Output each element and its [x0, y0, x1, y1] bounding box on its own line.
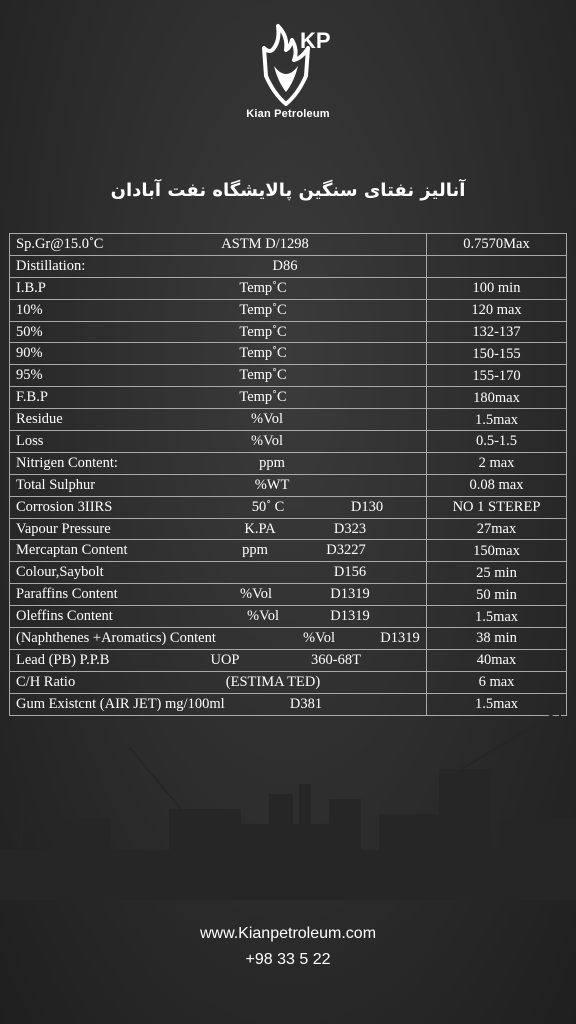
table-row — [10, 496, 567, 518]
unit-method: %Vol — [251, 411, 283, 428]
table-row — [10, 518, 567, 540]
spec-value: 150max — [427, 540, 567, 562]
row-spec-cell — [10, 255, 427, 277]
unit-method: %Vol — [240, 586, 272, 603]
unit-method: 50˚ C — [251, 498, 285, 515]
spec-value: 0.5-1.5 — [427, 431, 567, 453]
row-spec-cell — [10, 474, 427, 496]
page-title: آنالیز نفتای سنگین پالایشگاه نفت آبادان — [110, 180, 466, 201]
unit-method: Temp˚C — [239, 279, 287, 296]
parameter-name: 10% — [16, 301, 43, 318]
table-row — [10, 234, 567, 256]
parameter-name: Lead (PB) P.P.B — [16, 651, 110, 668]
row-spec-cell — [10, 299, 427, 321]
row-spec-cell — [10, 409, 427, 431]
row-spec-cell — [10, 628, 427, 650]
logo-initials: KP — [300, 28, 331, 53]
table-row — [10, 671, 567, 693]
parameter-name: 50% — [16, 323, 43, 340]
table-row — [10, 474, 567, 496]
row-spec-cell — [10, 496, 427, 518]
row-spec-cell — [10, 452, 427, 474]
table-row — [10, 649, 567, 671]
test-method: 360-68T — [311, 651, 361, 668]
row-spec-cell — [10, 584, 427, 606]
test-method: D1319 — [330, 586, 370, 603]
unit-method: ppm — [242, 542, 268, 559]
test-method: D1319 — [380, 630, 420, 647]
spec-value: 25 min — [427, 562, 567, 584]
test-method: D130 — [350, 498, 384, 515]
spec-value: 27max — [427, 518, 567, 540]
parameter-name: Vapour Pressure — [16, 520, 111, 537]
parameter-name: Colour,Saybolt — [16, 564, 104, 581]
unit-method: ppm — [259, 454, 285, 471]
row-spec-cell — [10, 671, 427, 693]
spec-value: 38 min — [427, 628, 567, 650]
row-spec-cell — [10, 277, 427, 299]
table-row — [10, 452, 567, 474]
table-row — [10, 540, 567, 562]
spec-value: 2 max — [427, 452, 567, 474]
table-row — [10, 365, 567, 387]
test-method: D1319 — [330, 608, 370, 625]
table-row — [10, 277, 567, 299]
table-row — [10, 387, 567, 409]
table-row — [10, 409, 567, 431]
parameter-name: Nitrigen Content: — [16, 454, 118, 471]
row-spec-cell — [10, 562, 427, 584]
spec-value: 0.7570Max — [427, 234, 567, 256]
spec-value: 1.5max — [427, 606, 567, 628]
spec-value: 100 min — [427, 277, 567, 299]
unit-method: %Vol — [247, 608, 279, 625]
spec-value: 155-170 — [427, 365, 567, 387]
row-spec-cell — [10, 365, 427, 387]
unit-method: %WT — [254, 476, 290, 493]
row-spec-cell — [10, 431, 427, 453]
analysis-table — [9, 233, 567, 716]
parameter-name: 90% — [16, 345, 43, 362]
parameter-name: C/H Ratio — [16, 673, 76, 690]
row-spec-cell — [10, 321, 427, 343]
test-method: D323 — [333, 520, 367, 537]
parameter-name: Loss — [16, 433, 44, 450]
unit-method: D381 — [289, 695, 323, 712]
unit-method: UOP — [210, 651, 240, 668]
row-spec-cell — [10, 234, 427, 256]
test-method: D3227 — [326, 542, 366, 559]
row-spec-cell — [10, 540, 427, 562]
parameter-name: Mercaptan Content — [16, 542, 128, 559]
unit-method: Temp˚C — [239, 367, 287, 384]
table-row — [10, 584, 567, 606]
table-row — [10, 299, 567, 321]
parameter-name: Paraffins Content — [16, 586, 118, 603]
unit-method: Temp˚C — [239, 389, 287, 406]
spec-value: 1.5max — [427, 693, 567, 715]
table-row — [10, 562, 567, 584]
row-spec-cell — [10, 387, 427, 409]
parameter-name: (Naphthenes +Aromatics) Content — [16, 630, 216, 647]
unit-method: Temp˚C — [239, 345, 287, 362]
parameter-name: Oleffins Content — [16, 608, 113, 625]
unit-method: (ESTIMA TED) — [225, 673, 321, 690]
parameter-name: Residue — [16, 411, 63, 428]
parameter-name: Corrosion 3IIRS — [16, 498, 113, 515]
spec-value: 180max — [427, 387, 567, 409]
table-row — [10, 343, 567, 365]
spec-value: 150-155 — [427, 343, 567, 365]
spec-value: 50 min — [427, 584, 567, 606]
parameter-name: Total Sulphur — [16, 476, 96, 493]
table-row — [10, 628, 567, 650]
parameter-name: Sp.Gr@15.0˚C — [16, 236, 104, 252]
unit-method: ASTM D/1298 — [221, 236, 309, 252]
test-method: D156 — [333, 564, 367, 581]
parameter-name: F.B.P — [16, 389, 48, 406]
table-row — [10, 431, 567, 453]
kp-shield-flame-icon — [238, 18, 338, 108]
spec-value: 132-137 — [427, 321, 567, 343]
table-row — [10, 606, 567, 628]
oil-platform-skyline-icon — [0, 700, 576, 900]
parameter-name: Distillation: — [16, 257, 86, 274]
parameter-name: I.B.P — [16, 279, 46, 296]
table-row — [10, 255, 567, 277]
website-text: www.Kianpetroleum.com — [199, 925, 377, 942]
spec-value — [427, 255, 567, 277]
brand-name: Kian Petroleum — [246, 108, 330, 120]
unit-method: Temp˚C — [239, 323, 287, 340]
parameter-name: 95% — [16, 367, 43, 384]
phone-text: +98 33 5 22 — [245, 951, 331, 968]
spec-value: 0.08 max — [427, 474, 567, 496]
parameter-name: Gum Existcnt (AIR JET) mg/100ml — [16, 695, 225, 712]
unit-method: K.PA — [244, 520, 276, 537]
row-spec-cell — [10, 606, 427, 628]
spec-value: 6 max — [427, 671, 567, 693]
table-row — [10, 321, 567, 343]
row-spec-cell — [10, 518, 427, 540]
unit-method: Temp˚C — [239, 301, 287, 318]
spec-value: 40max — [427, 649, 567, 671]
spec-value: NO 1 STEREP — [427, 496, 567, 518]
row-spec-cell — [10, 343, 427, 365]
unit-method: %Vol — [251, 433, 283, 450]
spec-value: 120 max — [427, 299, 567, 321]
logo — [0, 18, 576, 108]
row-spec-cell — [10, 649, 427, 671]
spec-value: 1.5max — [427, 409, 567, 431]
unit-method: D86 — [272, 257, 298, 274]
unit-method: %Vol — [303, 630, 335, 647]
